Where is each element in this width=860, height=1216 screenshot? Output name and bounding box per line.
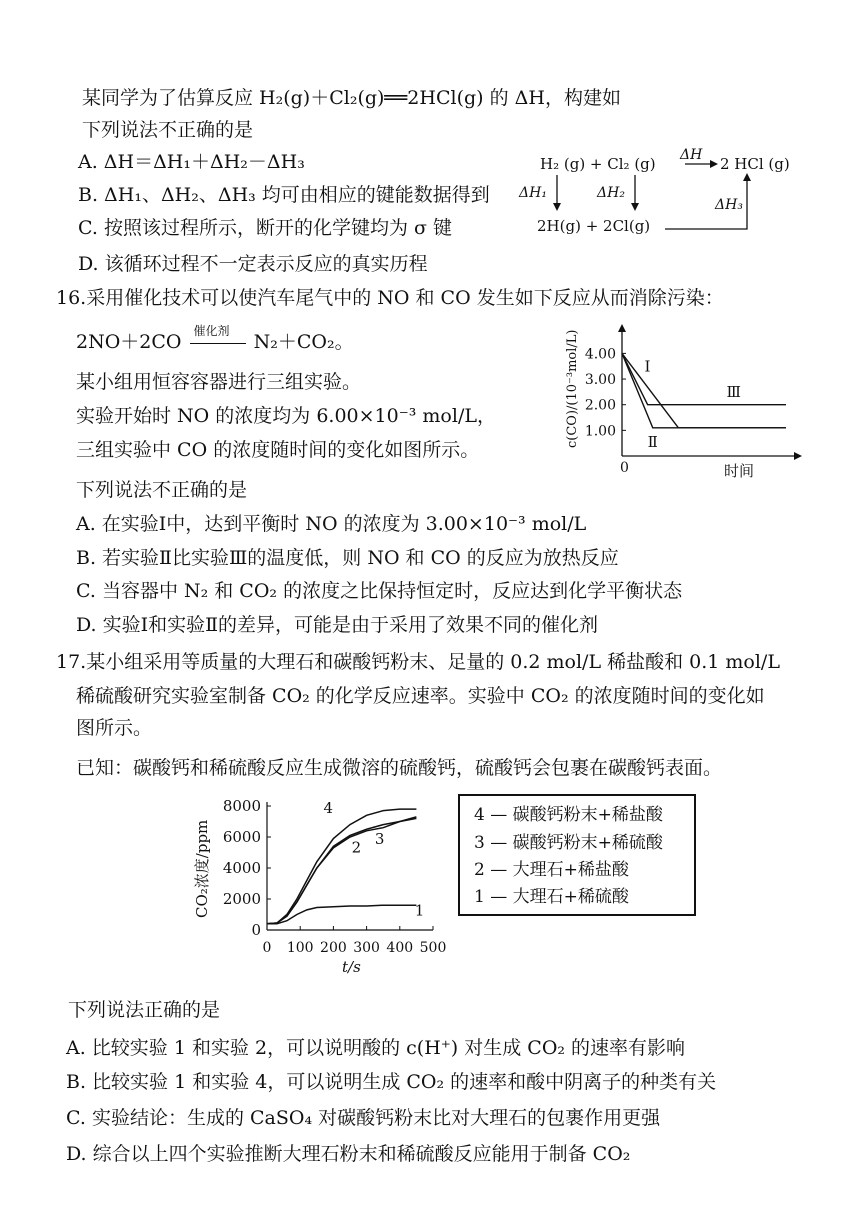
cycle-reactants: H₂ (g) + Cl₂ (g) [540,155,656,173]
cycle-product: 2 HCl (g) [720,155,790,173]
x-axis-arrow [794,452,802,460]
y-axis-label: c(CO)/(10⁻³mol/L) [565,329,580,448]
q17-known: 已知：碳酸钙和稀硫酸反应生成微溶的硫酸钙，硫酸钙会包裹在碳酸钙表面。 [76,757,723,779]
legend-item-2: 2 — 大理石+稀盐酸 [474,860,629,880]
q15-option-d: D. 该循环过程不一定表示反应的真实历程 [78,253,428,275]
y-tick-label: 4.00 [584,346,616,363]
born-haber-cycle-diagram [515,145,815,245]
legend-item-1: 1 — 大理石+稀硫酸 [474,887,629,907]
q17-stem3: 图所示。 [76,717,153,739]
cycle-dh: ΔH [680,147,703,163]
q16-stem: 16.采用催化技术可以使汽车尾气中的 NO 和 CO 发生如下反应从而消除污染： [56,287,724,309]
q17-option-c: C. 实验结论：生成的 CaSO₄ 对碳酸钙粉末比对大理石的包裹作用更强 [66,1107,661,1129]
x-tick-label: 200 [320,940,347,956]
series-label-1: 1 [414,901,425,920]
x-axis-label: t/s [342,958,361,976]
q15-option-c: C. 按照该过程所示，断开的化学键均为 σ 键 [78,217,452,239]
y-axis-label: CO₂浓度/ppm [193,819,211,918]
y-tick-label: 3.00 [584,372,616,389]
series-label-3: Ⅲ [726,383,742,401]
q16-line4: 三组实验中 CO 的浓度随时间的变化如图所示。 [76,439,480,461]
q16-option-c: C. 当容器中 N₂ 和 CO₂ 的浓度之比保持恒定时，反应达到化学平衡状态 [76,580,683,602]
cycle-dh3: ΔH₃ [715,197,743,213]
series-line-1 [267,905,416,924]
equation-catalyst: 催化剂 [193,324,230,338]
legend-item-3: 3 — 碳酸钙粉末+稀硫酸 [474,833,663,853]
x-tick-label: 100 [286,940,314,956]
q16-option-b: B. 若实验Ⅱ比实验Ⅲ的温度低，则 NO 和 CO 的反应为放热反应 [76,547,619,569]
q16-line3: 实验开始时 NO 的浓度均为 6.00×10⁻³ mol/L， [76,405,496,427]
q16-line2: 某小组用恒容容器进行三组实验。 [76,371,362,393]
q15-option-b: B. ΔH₁、ΔH₂、ΔH₃ 均可由相应的键能数据得到 [78,184,490,206]
chart-legend [458,794,696,916]
series-label-1: Ⅰ [644,357,651,376]
y-tick-label: 1.00 [584,423,616,440]
co2-concentration-chart [185,790,450,985]
series-line-2 [267,818,416,923]
y-tick-label: 2.00 [584,397,616,414]
series-label-4: 4 [323,798,333,817]
q17-stem2: 稀硫酸研究实验室制备 CO₂ 的化学反应速率。实验中 CO₂ 的浓度随时间的变化如 [76,685,765,707]
y-tick-label: 0 [251,921,261,939]
q17-option-b: B. 比较实验 1 和实验 4，可以说明生成 CO₂ 的速率和酸中阴离子的种类有关 [66,1071,717,1093]
y-axis-arrow [618,324,626,332]
q17-option-a: A. 比较实验 1 和实验 2，可以说明酸的 c(H⁺) 对生成 CO₂ 的速率有影响 [66,1037,686,1059]
series-label-2: Ⅱ [647,433,658,452]
q17-stem1: 17.某小组采用等质量的大理石和碳酸钙粉末、足量的 0.2 mol/L 稀盐酸和 0.1 mol/L [56,651,780,673]
q15-prompt: 下列说法不正确的是 [82,119,254,141]
cycle-dh1: ΔH₁ [519,185,547,201]
series-label-2: 2 [351,838,362,857]
x-tick-label: 300 [353,940,380,956]
q17-prompt: 下列说法正确的是 [68,999,221,1021]
equation-arrow [188,324,248,353]
x-tick-label: 0 [262,940,272,956]
cycle-dh2: ΔH₂ [597,185,625,201]
q16-prompt: 下列说法不正确的是 [76,479,248,501]
equation-arrow-line [190,343,246,344]
q15-intro: 某同学为了估算反应 H₂(g)＋Cl₂(g)══2HCl(g) 的 ΔH，构建如 [82,87,621,109]
y-tick-label: 6000 [222,828,261,846]
x-tick-label: 400 [386,940,414,956]
cycle-atoms: 2H(g) + 2Cl(g) [537,217,651,235]
co-concentration-chart [560,318,810,483]
y-tick-label: 2000 [222,890,261,908]
x-tick-label: 500 [419,940,447,956]
series-line-3 [267,817,416,924]
y-tick-label: 4000 [222,859,261,877]
series-label-3: 3 [374,829,385,848]
q16-equation [76,324,354,354]
q17-option-d: D. 综合以上四个实验推断大理石粉末和稀硫酸反应能用于制备 CO₂ [66,1143,631,1165]
equation-right: N₂＋CO₂。 [253,331,354,353]
legend-item-4: 4 — 碳酸钙粉末+稀盐酸 [474,805,663,825]
y-tick-label: 8000 [222,797,261,815]
equation-left: 2NO＋2CO [76,331,182,353]
x-axis-label: 时间 [724,462,755,480]
q16-option-d: D. 实验Ⅰ和实验Ⅱ的差异，可能是由于采用了效果不同的催化剂 [76,614,599,636]
origin-label: 0 [620,460,629,476]
q15-option-a: A. ΔH＝ΔH₁＋ΔH₂－ΔH₃ [78,151,305,173]
q16-option-a: A. 在实验Ⅰ中，达到平衡时 NO 的浓度为 3.00×10⁻³ mol/L [76,513,587,535]
